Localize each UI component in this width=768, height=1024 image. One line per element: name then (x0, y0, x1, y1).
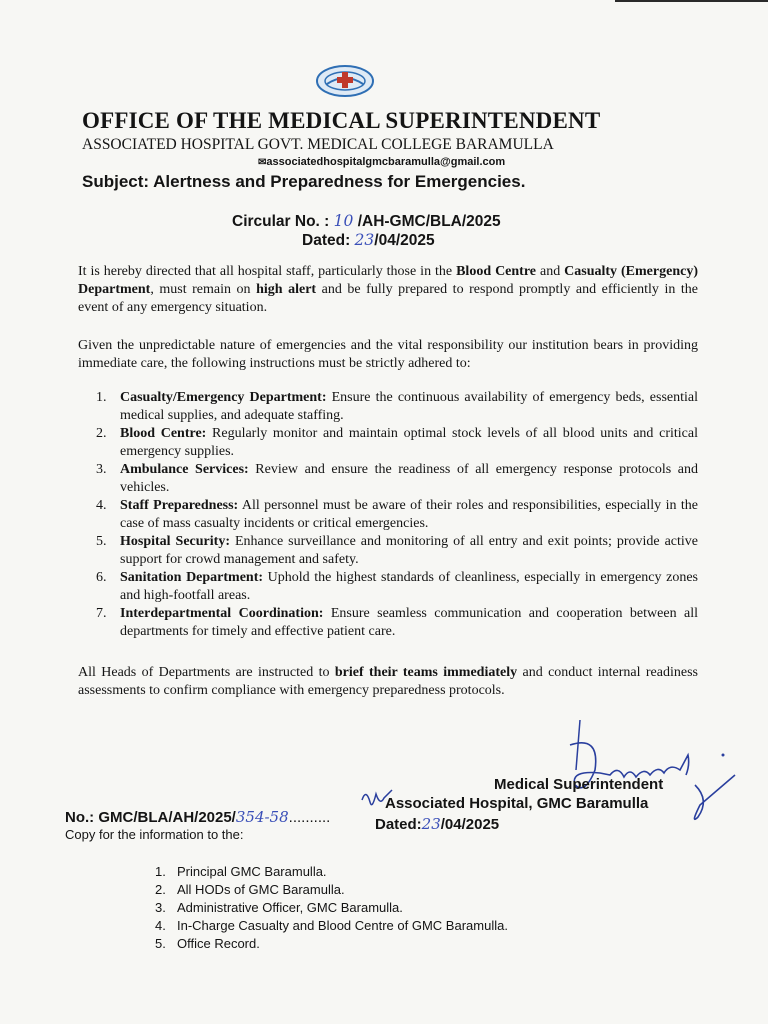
copy-to-number: 1. (155, 864, 166, 879)
copy-to-text: Principal GMC Baramulla. (177, 864, 327, 879)
instruction-item (96, 389, 698, 425)
copy-to-number: 5. (155, 936, 166, 951)
copy-to-text: In-Charge Casualty and Blood Centre of GMC Baramulla. (177, 918, 508, 933)
instruction-number: 6. (96, 570, 107, 585)
copy-to-text: Office Record. (177, 936, 260, 951)
instruction-text: Uphold the highest standards of cleanliness, especially in emergency zones and high-footfall areas. (120, 570, 698, 603)
context-paragraph: Given the unpredictable nature of emergencies and the vital responsibility our institution bears in providing immediate care, the following instructions must be strictly adhered to: (78, 338, 698, 371)
email-line (258, 156, 505, 168)
instruction-number: 3. (96, 462, 107, 477)
circular-date: Dated: 23/04/2025 (302, 231, 435, 249)
scan-edge-line (615, 0, 768, 2)
copy-to-item (155, 881, 508, 899)
circular-number-handwritten: 10 (333, 212, 354, 230)
subject-line: Subject: Alertness and Preparedness for Emergencies. (82, 172, 526, 191)
instruction-title: Blood Centre: (120, 426, 207, 441)
instruction-text: All personnel must be aware of their roles and responsibilities, especially in the case of mass casualty incidents or critical emergencies. (120, 498, 698, 531)
copy-to-item (155, 935, 508, 953)
copy-to-number: 2. (155, 882, 166, 897)
instruction-text: Ensure seamless communication and cooperation between all departments for timely and effective patient care. (120, 606, 698, 639)
signatory-day-handwritten: 23 (421, 815, 441, 833)
instruction-text: Review and ensure the readiness of all emergency response protocols and vehicles. (120, 462, 698, 495)
instruction-number: 1. (96, 390, 107, 405)
hospital-name: ASSOCIATED HOSPITAL GOVT. MEDICAL COLLEGE BARAMULLA (82, 136, 554, 153)
instruction-title: Sanitation Department: (120, 570, 264, 585)
instruction-item (96, 425, 698, 461)
instruction-text: Ensure the continuous availability of emergency beds, essential medical supplies, and adequate staffing. (120, 390, 698, 423)
instruction-number: 7. (96, 606, 107, 621)
instruction-item (96, 569, 698, 605)
dispatch-number-handwritten: 354-58 (235, 808, 289, 826)
instruction-title: Hospital Security: (120, 534, 230, 549)
instruction-item (96, 605, 698, 641)
closing-paragraph: All Heads of Departments are instructed to brief their teams immediately and conduct internal readiness assessments to confirm compliance with emergency preparedness protocols. (78, 665, 698, 698)
copy-to-number: 3. (155, 900, 166, 915)
instruction-text: Regularly monitor and maintain optimal stock levels of all blood units and critical emergency supplies. (120, 426, 698, 459)
instruction-title: Casualty/Emergency Department: (120, 390, 327, 405)
circular-day-handwritten: 23 (354, 231, 375, 249)
copy-to-list (155, 863, 508, 953)
email-icon: ✉ (258, 157, 267, 168)
signatory-date: Dated:23/04/2025 (375, 815, 500, 833)
hospital-logo (315, 64, 375, 98)
instruction-item (96, 461, 698, 497)
copy-to-text: Administrative Officer, GMC Baramulla. (177, 900, 403, 915)
copy-to-item (155, 917, 508, 935)
copy-intro: Copy for the information to the: (65, 827, 244, 842)
instruction-item (96, 497, 698, 533)
instruction-title: Ambulance Services: (120, 462, 249, 477)
office-title: OFFICE OF THE MEDICAL SUPERINTENDENT (82, 108, 601, 133)
instructions-list (96, 389, 698, 641)
instruction-number: 5. (96, 534, 107, 549)
circular-number: Circular No. : 10 /AH-GMC/BLA/2025 (232, 212, 501, 230)
signatory-title: Medical Superintendent (494, 776, 664, 793)
instruction-title: Staff Preparedness: (120, 498, 239, 513)
signatory-hospital: Associated Hospital, GMC Baramulla (385, 795, 649, 812)
dispatch-number: No.: GMC/BLA/AH/2025/354-58.......... (65, 808, 331, 826)
copy-to-number: 4. (155, 918, 166, 933)
email-address: associatedhospitalgmcbaramulla@gmail.com (266, 156, 506, 168)
circular-block (232, 212, 501, 250)
instruction-item (96, 533, 698, 569)
copy-to-text: All HODs of GMC Baramulla. (177, 882, 345, 897)
directive-paragraph: It is hereby directed that all hospital staff, particularly those in the Blood Centre and Casualty (Emergency) Department, must remain on high alert and be fully prepared to respond promptly and efficiently in the event of any emergency situation. (78, 264, 698, 315)
instruction-text: Enhance surveillance and monitoring of all entry and exit points; provide active support for crowd management and safety. (120, 534, 698, 567)
instruction-number: 4. (96, 498, 107, 513)
copy-to-item (155, 863, 508, 881)
instruction-number: 2. (96, 426, 107, 441)
instruction-title: Interdepartmental Coordination: (120, 606, 324, 621)
copy-to-item (155, 899, 508, 917)
